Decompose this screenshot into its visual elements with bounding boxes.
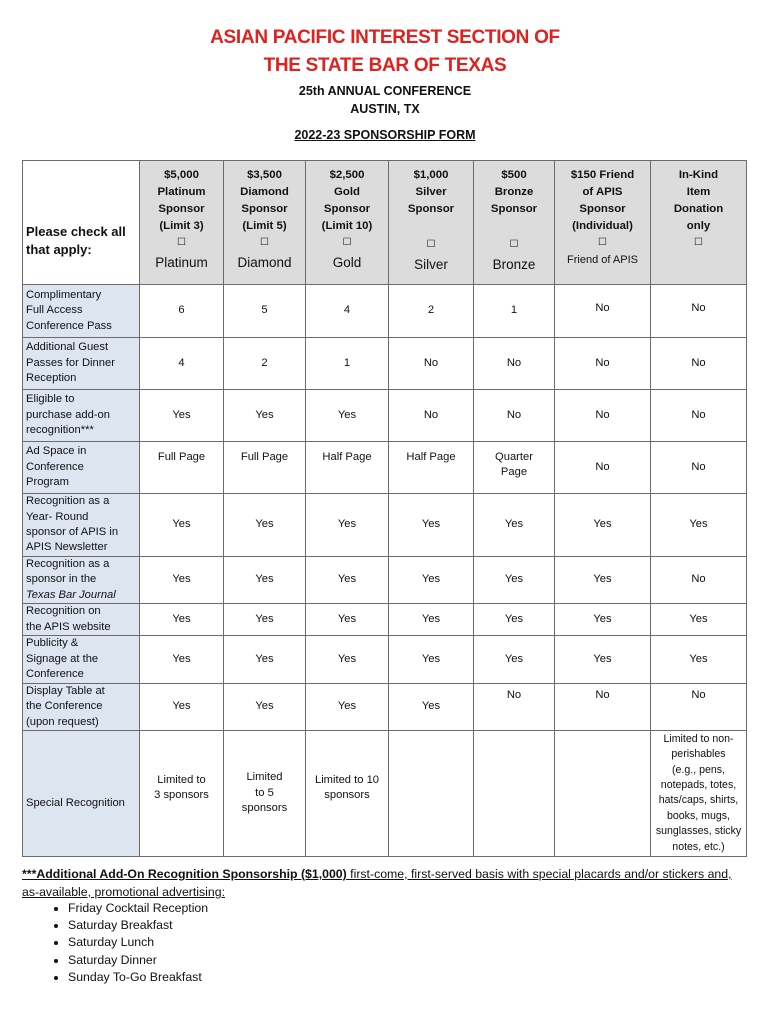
table-cell: Half Page	[306, 442, 389, 494]
row-label: Special Recognition	[23, 730, 140, 856]
row-label: Ad Space in Conference Program	[23, 442, 140, 494]
table-cell: Limited to 10 sponsors	[306, 730, 389, 856]
table-cell: 2	[224, 338, 306, 390]
org-title-line1: ASIAN PACIFIC INTEREST SECTION OF	[210, 27, 560, 48]
row-label: Publicity & Signage at the Conference	[23, 636, 140, 683]
checkbox-silver[interactable]: ☐	[426, 239, 436, 250]
table-cell: Yes	[140, 390, 224, 442]
checkbox-platinum[interactable]: ☐	[177, 237, 186, 248]
column-header-gold: $2,500 Gold Sponsor (Limit 10) ☐ Gold	[306, 161, 389, 285]
table-cell: 1	[474, 285, 555, 338]
check-all-label	[23, 161, 140, 285]
addon-text-1: first-come, first-served basis with special placards and/or stickers and,	[346, 867, 732, 881]
row-label: Display Table at the Conference (upon request)	[23, 683, 140, 730]
table-cell: Yes	[651, 636, 747, 683]
table-cell: Yes	[140, 683, 224, 730]
check-all-line2: that apply:	[26, 241, 92, 257]
table-row	[23, 285, 747, 338]
table-cell: Yes	[140, 604, 224, 636]
table-cell	[474, 730, 555, 856]
check-all-line1: Please check all	[26, 224, 126, 239]
table-cell: Yes	[224, 557, 306, 604]
table-cell: Yes	[224, 390, 306, 442]
form-title-text: 2022-23 SPONSORSHIP FORM	[294, 128, 476, 142]
table-cell: 2	[389, 285, 474, 338]
table-cell: No	[651, 338, 747, 390]
table-cell: No	[389, 390, 474, 442]
table-cell: No	[651, 557, 747, 604]
table-row	[23, 338, 747, 390]
level-label-bronze: Bronze	[492, 257, 536, 272]
table-row	[23, 557, 747, 604]
table-cell: No	[651, 285, 747, 338]
table-cell: Yes	[474, 604, 555, 636]
table-cell: Yes	[389, 636, 474, 683]
table-cell: Yes	[555, 636, 651, 683]
table-cell: No	[389, 338, 474, 390]
table-cell: Yes	[555, 557, 651, 604]
table-cell: No	[555, 338, 651, 390]
list-item: • Saturday Lunch	[68, 934, 208, 951]
table-cell: Yes	[651, 604, 747, 636]
row-label: Complimentary Full Access Conference Pass	[23, 285, 140, 338]
column-header-platinum: $5,000 Platinum Sponsor (Limit 3) ☐ Platinum	[140, 161, 224, 285]
table-cell: Limited to 5 sponsors	[224, 730, 306, 856]
column-header-friend: $150 Friend of APIS Sponsor (Individual) ☐ Friend of APIS	[555, 161, 651, 285]
table-cell: Yes	[555, 494, 651, 557]
addon-text-2: as-available, promotional advertising:	[22, 884, 226, 899]
table-cell: Yes	[224, 683, 306, 730]
table-cell: Yes	[224, 636, 306, 683]
column-header-bronze: $500 Bronze Sponsor ☐ Bronze	[474, 161, 555, 285]
addon-description	[22, 866, 752, 902]
table-cell: No	[474, 683, 555, 730]
header-row	[23, 161, 747, 285]
form-title	[0, 128, 770, 142]
table-cell: Quarter Page	[474, 442, 555, 494]
conference-name: 25th ANNUAL CONFERENCE	[298, 84, 472, 98]
table-cell: No	[555, 285, 651, 338]
table-row	[23, 604, 747, 636]
table-cell: No	[555, 390, 651, 442]
table-row	[23, 494, 747, 557]
table-cell: No	[651, 390, 747, 442]
table-cell: Limited to non- perishables (e.g., pens, notepads, totes, hats/caps, shirts, books, mugs, sunglasses, sticky notes, etc.)	[651, 730, 747, 856]
table-cell: Yes	[474, 494, 555, 557]
table-cell: Yes	[389, 683, 474, 730]
table-cell: Full Page	[140, 442, 224, 494]
table-cell: 5	[224, 285, 306, 338]
table-cell: Yes	[140, 494, 224, 557]
table-cell: Limited to 3 sponsors	[140, 730, 224, 856]
table-cell: Yes	[140, 557, 224, 604]
table-cell: Yes	[306, 636, 389, 683]
table-cell	[555, 730, 651, 856]
table-cell: Full Page	[224, 442, 306, 494]
table-cell: 4	[306, 285, 389, 338]
checkbox-inkind[interactable]: ☐	[694, 237, 703, 248]
table-row	[23, 636, 747, 683]
table-cell: Yes	[224, 604, 306, 636]
column-header-diamond: $3,500 Diamond Sponsor (Limit 5) ☐ Diamond	[224, 161, 306, 285]
org-title-line2: THE STATE BAR OF TEXAS	[263, 55, 507, 76]
table-cell: No	[555, 683, 651, 730]
table-cell: Yes	[474, 636, 555, 683]
table-cell: 4	[140, 338, 224, 390]
table-cell: Yes	[389, 604, 474, 636]
list-item: • Sunday To-Go Breakfast	[68, 969, 208, 986]
table-cell: No	[651, 683, 747, 730]
table-row	[23, 442, 747, 494]
row-label: Recognition as a Year- Round sponsor of APIS in APIS Newsletter	[23, 494, 140, 557]
list-item: • Saturday Dinner	[68, 952, 208, 969]
table-cell: Yes	[306, 494, 389, 557]
list-item: • Friday Cocktail Reception	[68, 900, 208, 917]
addon-heading: ***Additional Add-On Recognition Sponsorship ($1,000)	[22, 867, 347, 881]
table-cell: Yes	[555, 604, 651, 636]
checkbox-bronze[interactable]: ☐	[509, 239, 519, 250]
column-header-inkind: In-Kind Item Donation only ☐	[651, 161, 747, 285]
table-cell: No	[651, 442, 747, 494]
table-cell: Yes	[306, 604, 389, 636]
table-cell: No	[474, 390, 555, 442]
row-label: Recognition as a sponsor in the Texas Bar Journal	[23, 557, 140, 604]
table-cell	[389, 730, 474, 856]
level-label-silver: Silver	[414, 257, 448, 272]
table-cell: Yes	[306, 557, 389, 604]
table-cell: No	[555, 442, 651, 494]
level-label-gold: Gold	[332, 255, 362, 270]
table-cell: 1	[306, 338, 389, 390]
table-cell: Yes	[224, 494, 306, 557]
table-cell: No	[474, 338, 555, 390]
column-header-silver: $1,000 Silver Sponsor ☐ Silver	[389, 161, 474, 285]
special-recognition-row	[23, 730, 747, 856]
table-cell: Yes	[306, 683, 389, 730]
table-cell: Yes	[140, 636, 224, 683]
table-cell: Yes	[389, 557, 474, 604]
row-label: Additional Guest Passes for Dinner Reception	[23, 338, 140, 390]
level-label-platinum: Platinum	[155, 255, 208, 270]
row-label: Recognition on the APIS website	[23, 604, 140, 636]
table-cell: Yes	[389, 494, 474, 557]
table-cell: 6	[140, 285, 224, 338]
table-cell: Yes	[306, 390, 389, 442]
table-cell: Yes	[474, 557, 555, 604]
level-label-diamond: Diamond	[237, 255, 292, 270]
checkbox-friend[interactable]: ☐	[598, 237, 607, 248]
level-label-friend: Friend of APIS	[567, 254, 638, 266]
table-row	[23, 390, 747, 442]
row-label: Eligible to purchase add-on recognition***	[23, 390, 140, 442]
table-cell: Yes	[651, 494, 747, 557]
table-row	[23, 683, 747, 730]
table-cell: Half Page	[389, 442, 474, 494]
sponsorship-table	[22, 160, 747, 857]
list-item: • Saturday Breakfast	[68, 917, 208, 934]
conference-location: AUSTIN, TX	[350, 102, 420, 116]
checkbox-diamond[interactable]: ☐	[260, 237, 269, 248]
checkbox-gold[interactable]: ☐	[342, 237, 352, 248]
addon-events-list	[46, 900, 208, 986]
